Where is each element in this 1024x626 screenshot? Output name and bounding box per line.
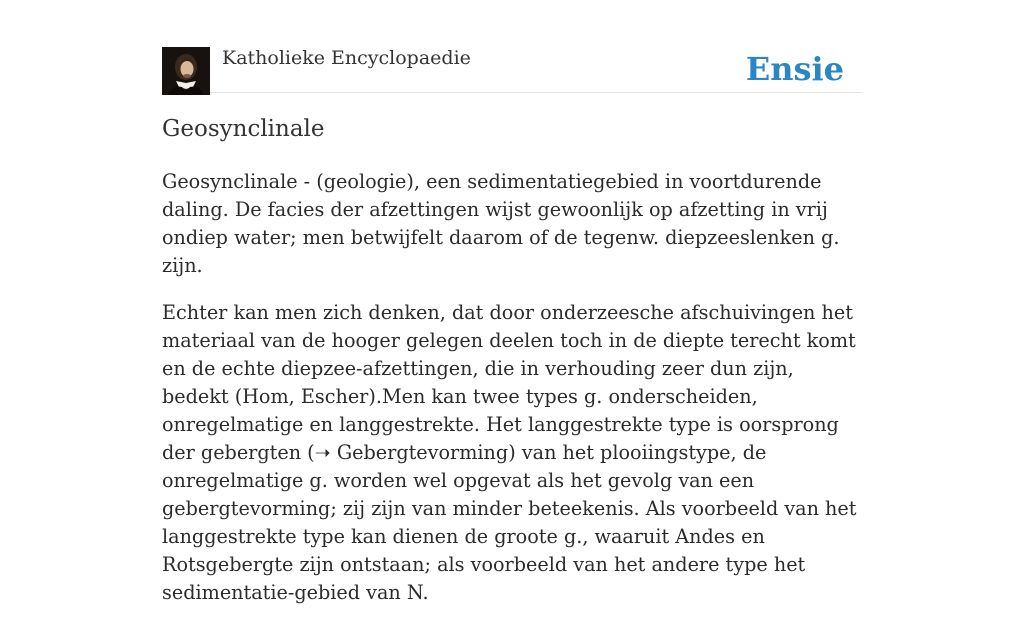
portrait-avatar[interactable] <box>162 47 210 95</box>
brand-logo[interactable]: Ensie <box>745 50 844 88</box>
page-title: Geosynclinale <box>162 116 325 142</box>
paragraph: Geosynclinale - (geologie), een sedimentatiegebied in voortdurende daling. De facies der afzettingen wijst gewoonlijk op afzetting in vrij ondiep water; men betwijfelt daarom of de tegenw. diepzeeslenken g. zijn. <box>162 170 840 277</box>
portrait-icon <box>162 47 210 95</box>
source-name[interactable]: Katholieke Encyclopaedie <box>222 47 471 69</box>
site-header <box>162 46 862 93</box>
article-body <box>162 168 862 626</box>
paragraph: Echter kan men zich denken, dat door onderzeesche afschuivingen het materiaal van de hooger gelegen deelen toch in de diepte terecht komt en de echte diepzee-afzettingen, die in verhouding zeer dun zijn, bedekt (Hom, Escher).Men kan twee types g. onderscheiden, onregelmatige en langgestrekte. Het langgestrekte type is oorsprong der gebergten (➝ Gebergtevorming) van het plooiingstype, de onregelmatige g. worden wel opgevat als het gevolg van een gebergtevorming; zij zijn van minder beteekenis. Als voorbeeld van het langgestrekte type kan dienen de groote g., waaruit Andes en Rotsgebergte zijn ontstaan; als voorbeeld van het andere type het sedimentatie-gebied van N. <box>162 301 857 604</box>
